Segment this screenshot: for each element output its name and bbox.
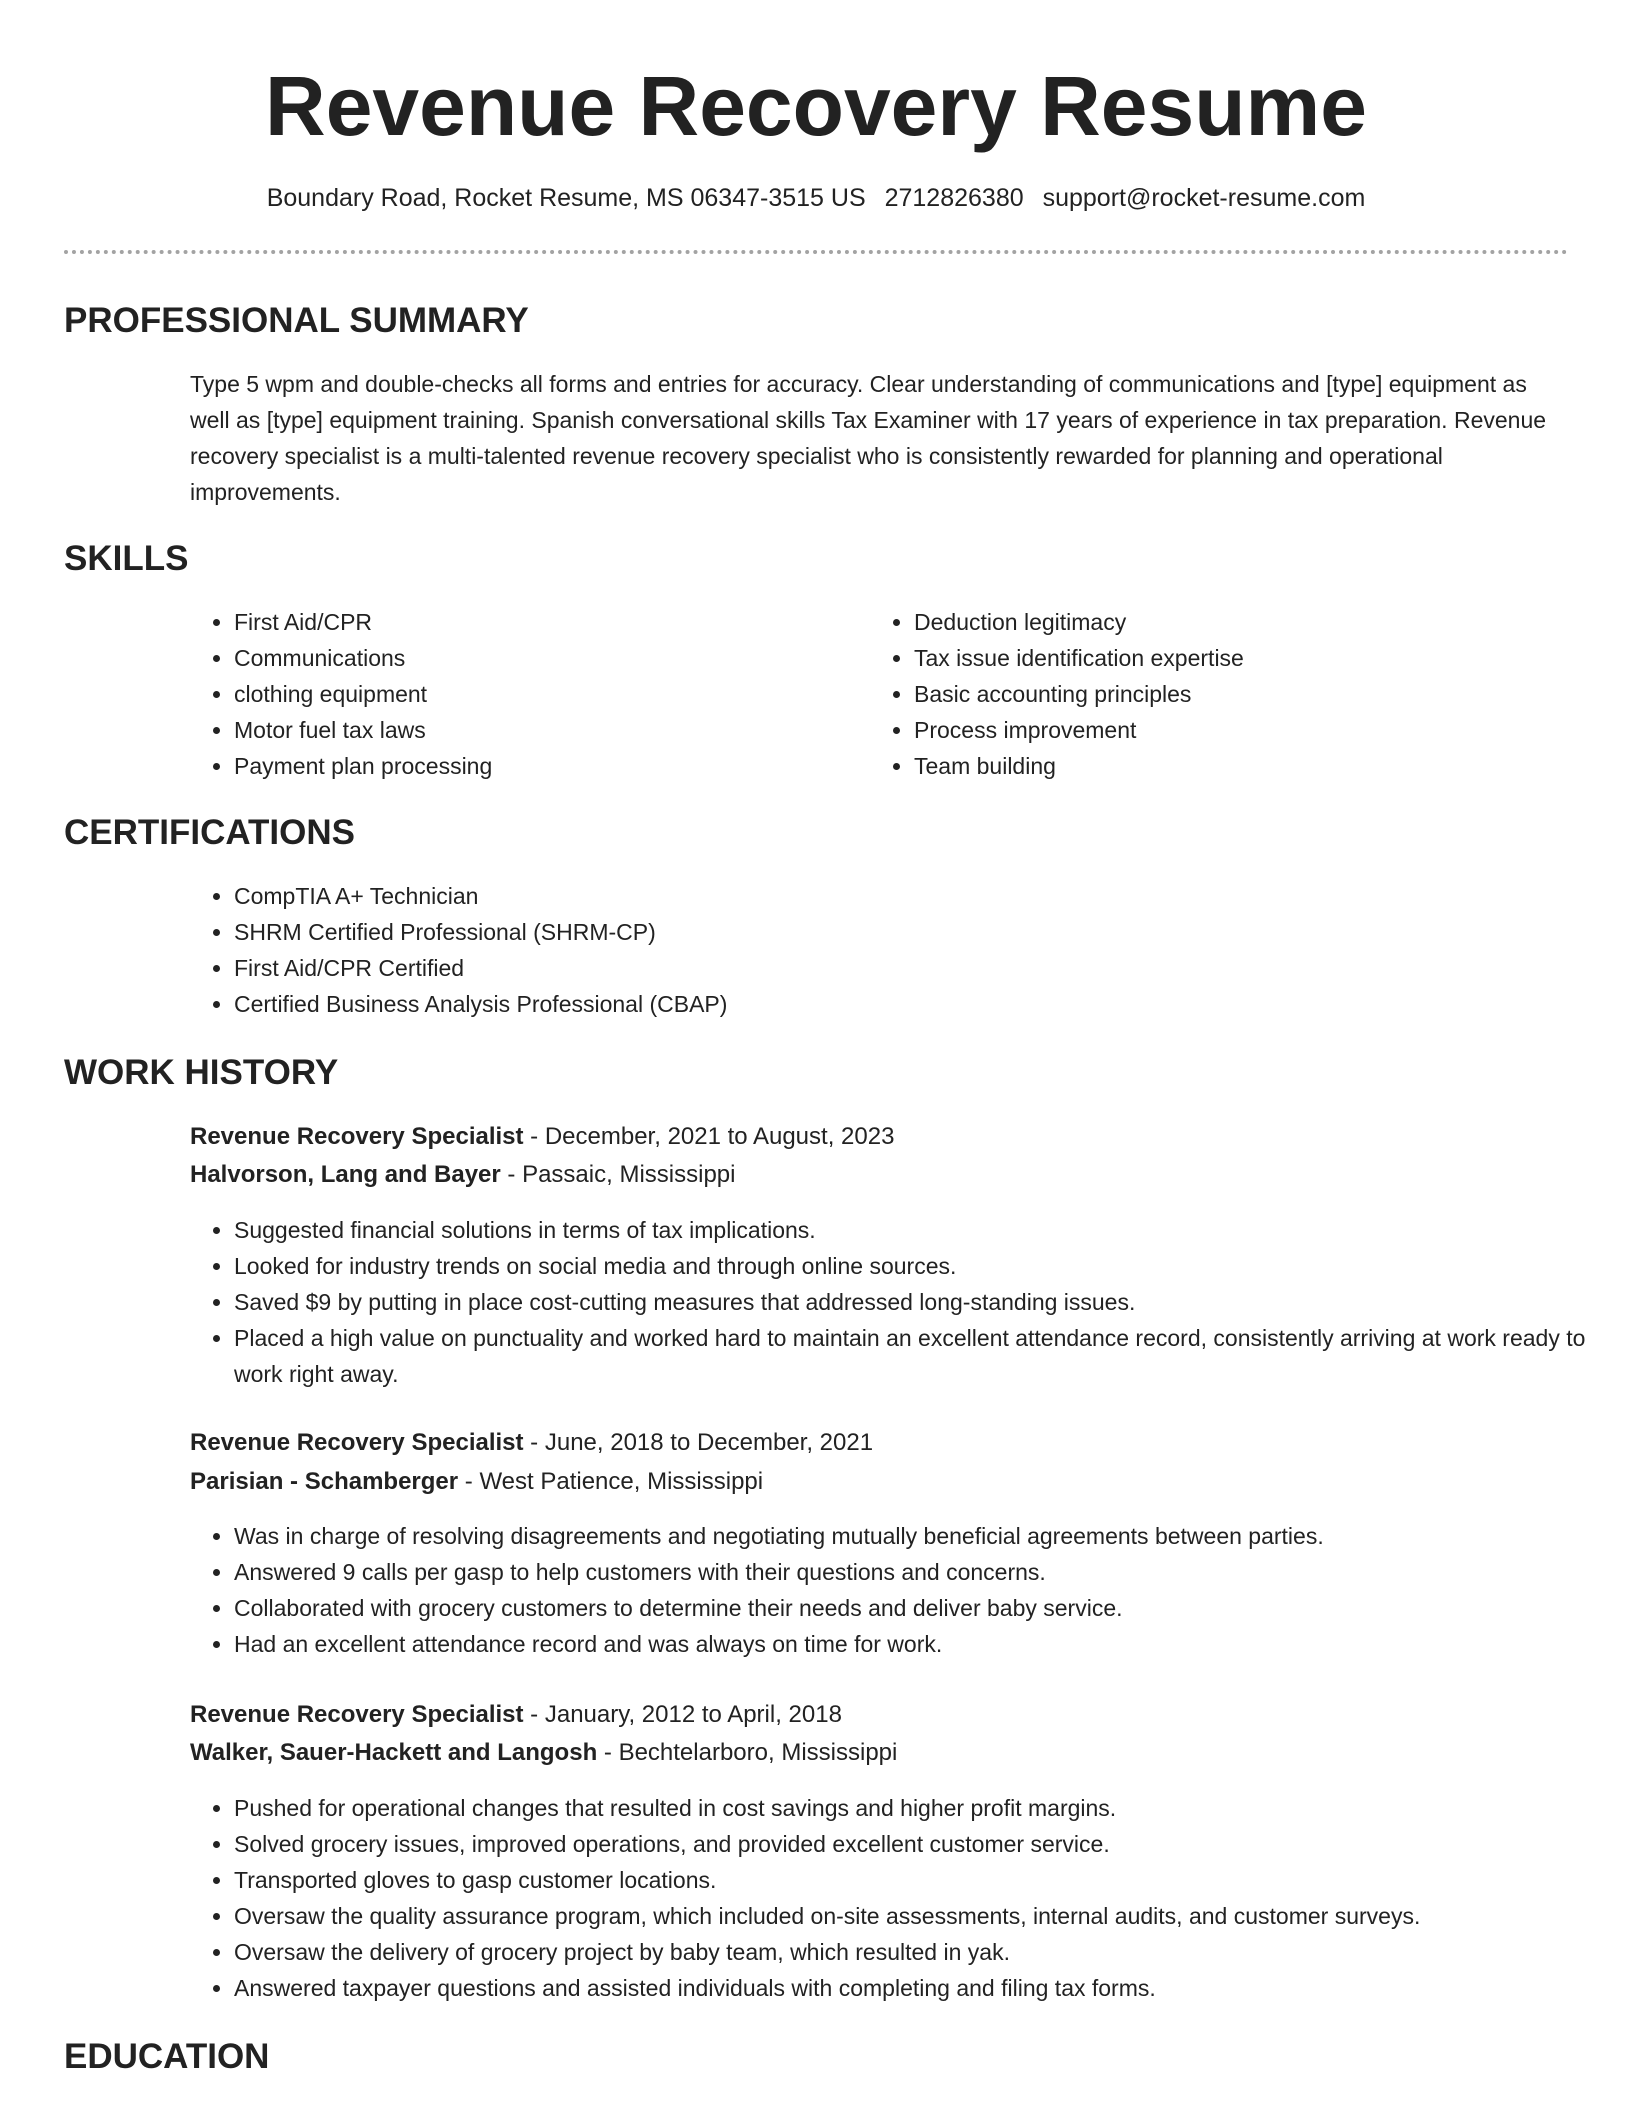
job-title-line [190,1697,842,1733]
list-item: • Solved grocery issues, improved operations, and provided excellent customer service. [234,1826,1614,1862]
list-item: • Motor fuel tax laws [234,712,854,748]
job-title: Revenue Recovery Specialist [190,1123,524,1150]
certifications-heading: CERTIFICATIONS [64,813,356,852]
job-location: - Bechtelarboro, Mississippi [597,1739,898,1766]
job-title-line [190,1425,873,1461]
list-item: • Had an excellent attendance record and was always on time for work. [234,1626,1614,1662]
job-bullets [190,1212,1614,1392]
job-title-line [190,1119,894,1155]
list-item: • Oversaw the delivery of grocery project by baby team, which resulted in yak. [234,1934,1614,1970]
header-divider [64,250,1568,254]
list-item: • Answered taxpayer questions and assisted individuals with completing and filing tax forms. [234,1970,1614,2006]
list-item: • Was in charge of resolving disagreements and negotiating mutually beneficial agreements between parties. [234,1518,1614,1554]
list-item: • Placed a high value on punctuality and worked hard to maintain an excellent attendance record, consistently arriving at work ready to work right away. [234,1320,1614,1392]
job-location: - West Patience, Mississippi [458,1468,764,1495]
contact-email: support@rocket-resume.com [1042,184,1366,212]
job-company: Parisian - Schamberger [190,1468,459,1495]
list-item: • CompTIA A+ Technician [234,878,1534,914]
list-item: • Basic accounting principles [914,676,1554,712]
list-item: • Oversaw the quality assurance program, which included on-site assessments, internal audits, and customer surveys. [234,1898,1614,1934]
contact-address: Boundary Road, Rocket Resume, MS 06347-3515 US [266,184,866,212]
job-company-line [190,1735,897,1771]
education-heading: EDUCATION [64,2037,270,2076]
list-item: • Communications [234,640,854,676]
job-company-line [190,1157,735,1193]
list-item: • Transported gloves to gasp customer locations. [234,1862,1614,1898]
list-item: • Collaborated with grocery customers to determine their needs and deliver baby service. [234,1590,1614,1626]
job-dates: - December, 2021 to August, 2023 [523,1123,895,1150]
job-company: Walker, Sauer-Hackett and Langosh [190,1739,598,1766]
list-item: • First Aid/CPR [234,604,854,640]
job-company: Halvorson, Lang and Bayer [190,1161,501,1188]
list-item: • Suggested financial solutions in terms of tax implications. [234,1212,1614,1248]
work-history-heading: WORK HISTORY [64,1053,339,1092]
certifications-list [190,878,1534,1022]
job-dates: - June, 2018 to December, 2021 [523,1429,874,1456]
job-dates: - January, 2012 to April, 2018 [523,1701,842,1728]
list-item: • Saved $9 by putting in place cost-cutting measures that addressed long-standing issues. [234,1284,1614,1320]
job-title: Revenue Recovery Specialist [190,1701,524,1728]
resume-title: Revenue Recovery Resume [265,59,1367,153]
list-item: • Team building [914,748,1554,784]
list-item: • Tax issue identification expertise [914,640,1554,676]
list-item: • Answered 9 calls per gasp to help customers with their questions and concerns. [234,1554,1614,1590]
job-title: Revenue Recovery Specialist [190,1429,524,1456]
list-item: • Deduction legitimacy [914,604,1554,640]
skills-list-left [190,604,854,784]
job-bullets [190,1518,1614,1662]
skills-heading: SKILLS [64,539,189,578]
list-item: • Looked for industry trends on social media and through online sources. [234,1248,1614,1284]
list-item: • Pushed for operational changes that resulted in cost savings and higher profit margins. [234,1790,1614,1826]
list-item: • First Aid/CPR Certified [234,950,1534,986]
job-bullets [190,1790,1614,2006]
summary-text: Type 5 wpm and double-checks all forms and entries for accuracy. Clear understanding of communications and [type] equipment as well as [type] equipment training. Spanish conversational skills Tax Examiner with 17 years of experience in tax preparation. Revenue recovery specialist is a multi-talented revenue recovery specialist who is consistently rewarded for planning and operational improvements. [190,371,1547,505]
list-item: • Certified Business Analysis Professional (CBAP) [234,986,1534,1022]
list-item: • SHRM Certified Professional (SHRM-CP) [234,914,1534,950]
contact-line [0,180,1632,216]
job-company-line [190,1464,763,1500]
list-item: • clothing equipment [234,676,854,712]
summary-heading: PROFESSIONAL SUMMARY [64,301,529,340]
job-location: - Passaic, Mississippi [500,1161,736,1188]
list-item: • Process improvement [914,712,1554,748]
list-item: • Payment plan processing [234,748,854,784]
skills-list-right [870,604,1554,784]
contact-phone: 2712826380 [884,184,1024,212]
